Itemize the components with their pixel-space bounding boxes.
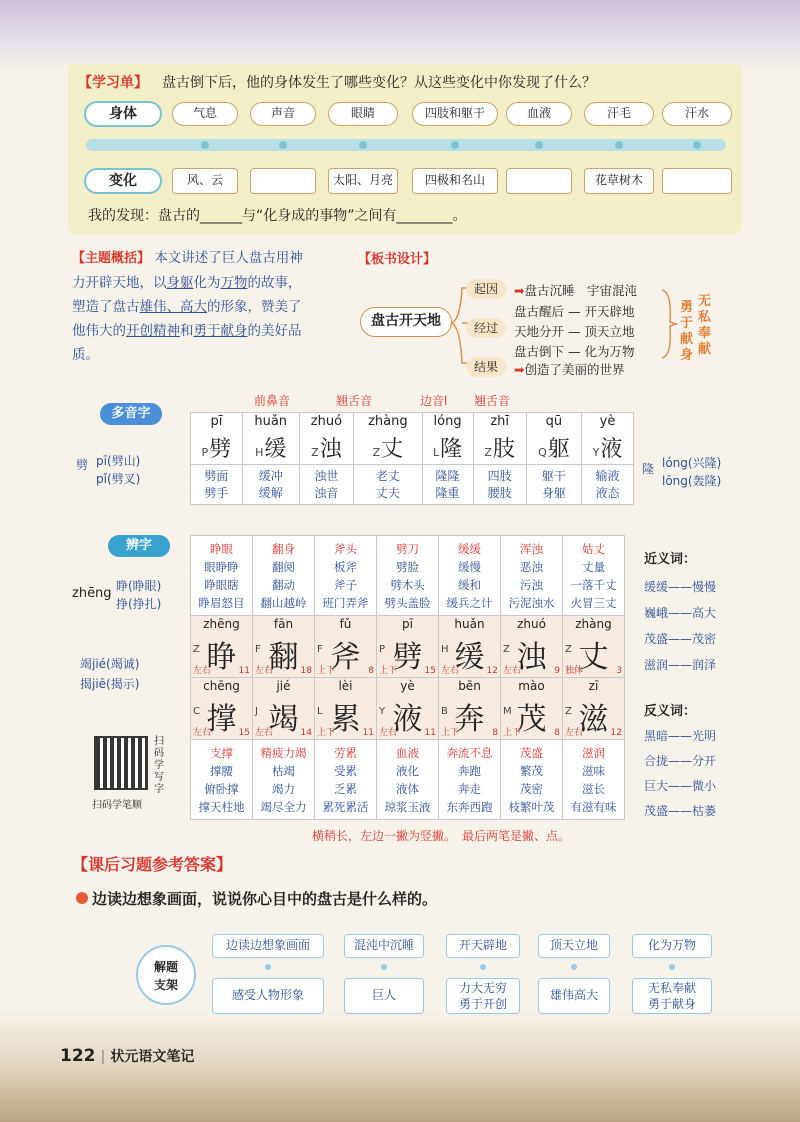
connector-dot: [571, 964, 577, 970]
scaffold-step: 边读边想象画面: [212, 934, 324, 958]
word-cell: 隆隆 隆重: [422, 465, 473, 505]
connector-dot: [669, 964, 675, 970]
letter: H: [441, 644, 449, 655]
stroke-count: 18: [300, 666, 312, 676]
word-cell: 浊世 浊音: [299, 465, 353, 505]
change-cell[interactable]: 四极和名山: [412, 168, 498, 194]
track-dot: [359, 141, 367, 149]
stroke-count: 8: [492, 728, 498, 738]
letter: J: [255, 706, 258, 717]
stroke-count: 8: [554, 728, 560, 738]
antonym-title: 反义词：: [644, 704, 697, 719]
right-poly-note: lóng(兴隆) lōng(轰隆): [662, 456, 722, 488]
antonym-list: 黑暗——光明 合拢——分开 巨大——微小 茂盛——枯萎: [644, 729, 717, 818]
letter: P: [379, 644, 386, 655]
theme-summary: [72, 246, 308, 367]
scaffold-answer: 无私奉献 勇于献身: [632, 978, 712, 1014]
word-cell: 四肢 腰肢: [473, 465, 526, 505]
left-poly-note: 劈: [76, 458, 89, 472]
pinyin: zhàng: [575, 617, 612, 631]
body-part-cell: 四肢和躯干: [412, 102, 498, 126]
scaffold-step: 顶天立地: [538, 934, 610, 958]
char-card: [563, 616, 625, 678]
row-label-change: 变化: [84, 168, 162, 194]
letter: Z: [565, 644, 572, 655]
letter: F: [317, 644, 323, 655]
word-list-cell: 浑浊 恶浊 污浊 污泥浊水: [501, 536, 563, 616]
letter: M: [503, 706, 512, 717]
char-glyph: 丈: [381, 436, 404, 462]
scaffold-step: 混沌中沉睡: [344, 934, 424, 958]
glyph: 睁: [206, 640, 237, 675]
scaffold-answer: 雄伟高大: [538, 978, 610, 1014]
char-letter: H: [255, 445, 264, 459]
word-cell: 输液 液态: [582, 465, 634, 505]
structure: 左右: [441, 666, 460, 676]
glyph: 劈: [392, 640, 423, 675]
char-glyph: 缓: [264, 436, 287, 462]
word-list-cell: 血液 液化 液体 琼浆玉液: [377, 740, 439, 820]
track-dot: [693, 141, 701, 149]
connector-dot: [265, 964, 271, 970]
structure: 上下: [317, 666, 336, 676]
char-cell: [422, 431, 473, 465]
stroke-note: 横稍长，左边一撇为竖撇。 最后两笔是撇、点。: [312, 829, 571, 843]
stroke-count: 11: [238, 666, 250, 676]
pinyin: zī: [588, 679, 599, 693]
worksheet-track: [86, 139, 726, 151]
word-cell: 老丈 丈夫: [354, 465, 422, 505]
body-part-cell: 汗毛: [584, 102, 654, 126]
theme-title: 【主题概括】: [72, 251, 151, 266]
scaffold-answer: 力大无穷 勇于开创: [446, 978, 520, 1014]
structure: 左右: [503, 666, 522, 676]
pinyin: fǔ: [339, 617, 352, 631]
worksheet-title: 【学习单】: [78, 75, 148, 91]
char-card: [315, 616, 377, 678]
polyphonic-table: [190, 412, 634, 505]
change-cell[interactable]: 花草树木: [584, 168, 654, 194]
char-cell: [299, 431, 353, 465]
glyph: 浊: [516, 640, 547, 675]
char-card: [501, 616, 563, 678]
glyph: 奔: [454, 702, 485, 737]
theme-keyword: 雄伟、高大: [139, 299, 207, 315]
char-glyph: 肢: [492, 436, 515, 462]
structure: 独体: [565, 666, 584, 676]
board-line: 盘古倒下 — 化为万物: [514, 344, 635, 359]
glyph: 斧: [330, 640, 361, 675]
word-list-cell: 支撑 撑腰 俯卧撑 撑天柱地: [191, 740, 253, 820]
bullet-dot-icon: [76, 892, 88, 904]
theme-text: 的美好品质。: [72, 323, 302, 363]
pinyin: zhuó: [517, 617, 546, 631]
char-cell: [582, 431, 634, 465]
stroke-count: 14: [300, 728, 312, 738]
stroke-count: 11: [424, 728, 436, 738]
stroke-count: 12: [486, 666, 498, 676]
glyph: 撑: [206, 702, 237, 737]
char-letter: P: [201, 445, 209, 459]
track-dot: [279, 141, 287, 149]
body-part-cell: 声音: [250, 102, 316, 126]
structure: 左右: [565, 728, 584, 738]
word-list-cell: 斧头 板斧 斧子 班门弄斧: [315, 536, 377, 616]
letter: Z: [565, 706, 572, 717]
theme-text: 本文讲述了巨人盘古用神力开辟天地，以: [72, 250, 303, 291]
answers-title: 【课后习题参考答案】: [72, 855, 233, 874]
board-title: 【板书设计】: [358, 252, 437, 267]
body-part-cell: 眼睛: [328, 102, 398, 126]
connector-dot: [381, 964, 387, 970]
structure: 上下: [379, 666, 398, 676]
word-list-cell: 奔流不息 奔跑 奔走 东奔西跑: [439, 740, 501, 820]
word-list-cell: 睁眼 眼睁睁 睁眼瞎 睁眉怒目: [191, 536, 253, 616]
glyph: 累: [330, 702, 361, 737]
pinyin: lèi: [338, 679, 353, 693]
change-cell[interactable]: [662, 168, 732, 194]
footer: 122 | 状元语文笔记: [60, 1046, 195, 1066]
stroke-count: 9: [554, 666, 560, 676]
char-letter: L: [432, 445, 440, 459]
pinyin: zhēng: [203, 617, 240, 631]
char-letter: Z: [311, 445, 319, 459]
stroke-count: 11: [362, 728, 374, 738]
pron-note: 翘舌音: [474, 394, 511, 408]
pinyin: bēn: [458, 679, 481, 693]
char-card: [377, 678, 439, 740]
char-card: [439, 678, 501, 740]
pron-note: 翘舌音: [336, 394, 373, 408]
pinyin: huǎn: [454, 617, 485, 631]
word-list-cell: 劈刀 劈脸 劈木头 劈头盖脸: [377, 536, 439, 616]
char-cell: [526, 431, 581, 465]
word-list-cell: 滋润 滋味 滋长 有滋有味: [563, 740, 625, 820]
word-list-cell: 茂盛 繁茂 茂密 枝繁叶茂: [501, 740, 563, 820]
char-card: [253, 678, 315, 740]
pinyin: jié: [276, 679, 291, 693]
pinyin: yè: [400, 679, 415, 693]
pinyin-cell: yè: [582, 413, 634, 431]
word-cell: 劈面 劈手: [191, 465, 243, 505]
char-cell: [354, 431, 422, 465]
theme-text: 的形象，赞美了他伟大的: [72, 299, 302, 339]
word-cell: 躯干 身躯: [526, 465, 581, 505]
board-center: 盘古开天地: [360, 307, 452, 337]
track-dot: [451, 141, 459, 149]
right-poly-note: 隆: [642, 462, 655, 476]
top-background: [0, 0, 800, 70]
char-glyph: 隆: [440, 436, 463, 462]
word-list-cell: 缓缓 缓慢 缓和 缓兵之计: [439, 536, 501, 616]
pinyin: fān: [273, 617, 294, 631]
theme-keyword: 开创精神: [126, 323, 180, 339]
letter: B: [441, 706, 448, 717]
letter: F: [255, 644, 261, 655]
change-cell[interactable]: [506, 168, 572, 194]
char-cell: [473, 431, 526, 465]
glyph: 缓: [454, 640, 485, 675]
theme-text: 化为: [193, 275, 221, 291]
page-number: 122: [60, 1046, 96, 1066]
structure: 左右: [193, 728, 212, 738]
pinyin-cell: zhuó: [299, 413, 353, 431]
char-letter: Z: [484, 445, 492, 459]
word-list-cell: 精疲力竭 枯竭 竭力 竭尽全力: [253, 740, 315, 820]
pron-note: 边音l: [420, 394, 448, 408]
char-card: [501, 678, 563, 740]
letter: Z: [193, 644, 200, 655]
char-glyph: 浊: [319, 436, 342, 462]
letter: C: [193, 706, 200, 717]
board-tag: 起因: [466, 279, 506, 299]
synonym-list: 缓缓——慢慢 巍峨——高大 茂盛——茂密 滋润——润泽: [644, 580, 717, 672]
left-poly-note: pī(劈山) pǐ(劈叉): [96, 454, 141, 486]
char-card: [439, 616, 501, 678]
body-part-cell: 气息: [172, 102, 238, 126]
char-card: [315, 678, 377, 740]
char-card: [191, 616, 253, 678]
pinyin: chēng: [203, 679, 240, 693]
structure: 左右: [379, 728, 398, 738]
theme-text: 和: [180, 323, 194, 339]
track-dot: [201, 141, 209, 149]
glyph: 翻: [268, 640, 299, 675]
pinyin: pī: [402, 617, 413, 631]
stroke-count: 12: [610, 728, 622, 738]
char-glyph: 躯: [547, 436, 570, 462]
synonym-title: 近义词：: [644, 552, 697, 567]
body-part-cell: 血液: [506, 102, 572, 126]
char-glyph: 液: [600, 436, 623, 462]
structure: 上下: [317, 728, 336, 738]
stroke-count: 15: [238, 728, 250, 738]
pinyin-cell: lóng: [422, 413, 473, 431]
word-list-cell: 劳累 受累 乏累 累死累活: [315, 740, 377, 820]
theme-keyword: 万物: [220, 275, 248, 291]
change-cell[interactable]: 太阳、月亮: [328, 168, 398, 194]
char-card: [191, 678, 253, 740]
board-tag: 经过: [466, 318, 506, 338]
theme-text: 的故事，塑造了盘古: [72, 275, 302, 315]
pinyin: mào: [518, 679, 545, 693]
change-cell[interactable]: [250, 168, 316, 194]
char-cell: [191, 431, 243, 465]
pinyin-cell: qū: [526, 413, 581, 431]
scaffold-answer: 感受人物形象: [212, 978, 324, 1014]
char-letter: Z: [372, 445, 381, 459]
track-dot: [535, 141, 543, 149]
left-note: zhēng: [72, 586, 112, 601]
char-card: [563, 678, 625, 740]
qr-side-label: 扫码学写字: [154, 736, 164, 795]
qr-code[interactable]: [94, 736, 148, 790]
word-list-cell: 姑丈 丈量 一落千丈 火冒三丈: [563, 536, 625, 616]
scaffold-hub: 解题 支架: [136, 945, 196, 1005]
board-side-left: 勇 于 献 身: [680, 300, 694, 363]
stroke-count: 8: [368, 666, 374, 676]
pinyin-cell: zhàng: [354, 413, 422, 431]
body-part-cell: 汗水: [662, 102, 732, 126]
polyphonic-badge: 多音字: [100, 403, 162, 425]
word-list-cell: 翻身 翻阅 翻动 翻山越岭: [253, 536, 315, 616]
board-line: ➡创造了美丽的世界: [514, 362, 625, 377]
glyph: 茂: [516, 702, 547, 737]
row-label-body: 身体: [84, 101, 162, 127]
stroke-count: 3: [616, 666, 622, 676]
left-note: 竭jié(竭诚) 揭jiē(揭示): [80, 657, 140, 691]
change-cell[interactable]: 风、云: [172, 168, 238, 194]
distinguish-badge: 辨字: [108, 535, 170, 557]
left-note: 睁(睁眼) 挣(挣扎): [116, 579, 162, 611]
pinyin-cell: huǎn: [242, 413, 299, 431]
theme-keyword: 身躯: [166, 275, 194, 291]
board-line: ➡盘古沉睡 宇宙混沌: [514, 283, 637, 298]
board-tag: 结果: [466, 357, 506, 377]
stroke-count: 15: [424, 666, 436, 676]
track-dot: [615, 141, 623, 149]
glyph: 滋: [578, 702, 609, 737]
structure: 左右: [255, 728, 274, 738]
letter: Y: [379, 706, 386, 717]
structure: 左右: [193, 666, 212, 676]
char-cell: [242, 431, 299, 465]
board-right-brace: [658, 288, 678, 360]
board-line: 天地分开 — 顶天立地: [514, 324, 635, 339]
pron-note: 前鼻音: [254, 394, 291, 408]
board-line: 盘古醒后 — 开天辟地: [514, 304, 635, 319]
connector-dot: [480, 964, 486, 970]
char-glyph: 劈: [209, 436, 232, 462]
bottom-background: [0, 1010, 800, 1122]
letter: L: [317, 706, 323, 717]
scaffold-step: 化为万物: [632, 934, 712, 958]
theme-keyword: 勇于献身: [193, 323, 248, 339]
discovery-sentence: 我的发现：盘古的______与“化身成的事物”之间有________。: [88, 208, 467, 224]
worksheet-question: 盘古倒下后，他的身体发生了哪些变化？从这些变化中你发现了什么？: [162, 75, 596, 91]
char-card: [253, 616, 315, 678]
char-card: [377, 616, 439, 678]
letter: Z: [503, 644, 510, 655]
word-cell: 缓冲 缓解: [242, 465, 299, 505]
distinguish-table: [190, 535, 625, 820]
structure: 左右: [255, 666, 274, 676]
structure: 上下: [503, 728, 522, 738]
glyph: 丈: [578, 640, 609, 675]
glyph: 竭: [268, 702, 299, 737]
answers-question: 边读边想象画面，说说你心目中的盘古是什么样的。: [92, 890, 438, 908]
qr-caption: 扫码学笔顺: [92, 800, 142, 811]
pinyin-cell: pī: [191, 413, 243, 431]
book-title: 状元语文笔记: [110, 1049, 195, 1065]
board-side-right: 无 私 奉 献: [698, 294, 712, 357]
char-letter: Y: [592, 445, 600, 459]
pinyin-cell: zhī: [473, 413, 526, 431]
char-letter: Q: [538, 445, 547, 459]
scaffold-answer: 巨人: [344, 978, 424, 1014]
scaffold-step: 开天辟地: [446, 934, 520, 958]
structure: 上下: [441, 728, 460, 738]
glyph: 液: [392, 702, 423, 737]
